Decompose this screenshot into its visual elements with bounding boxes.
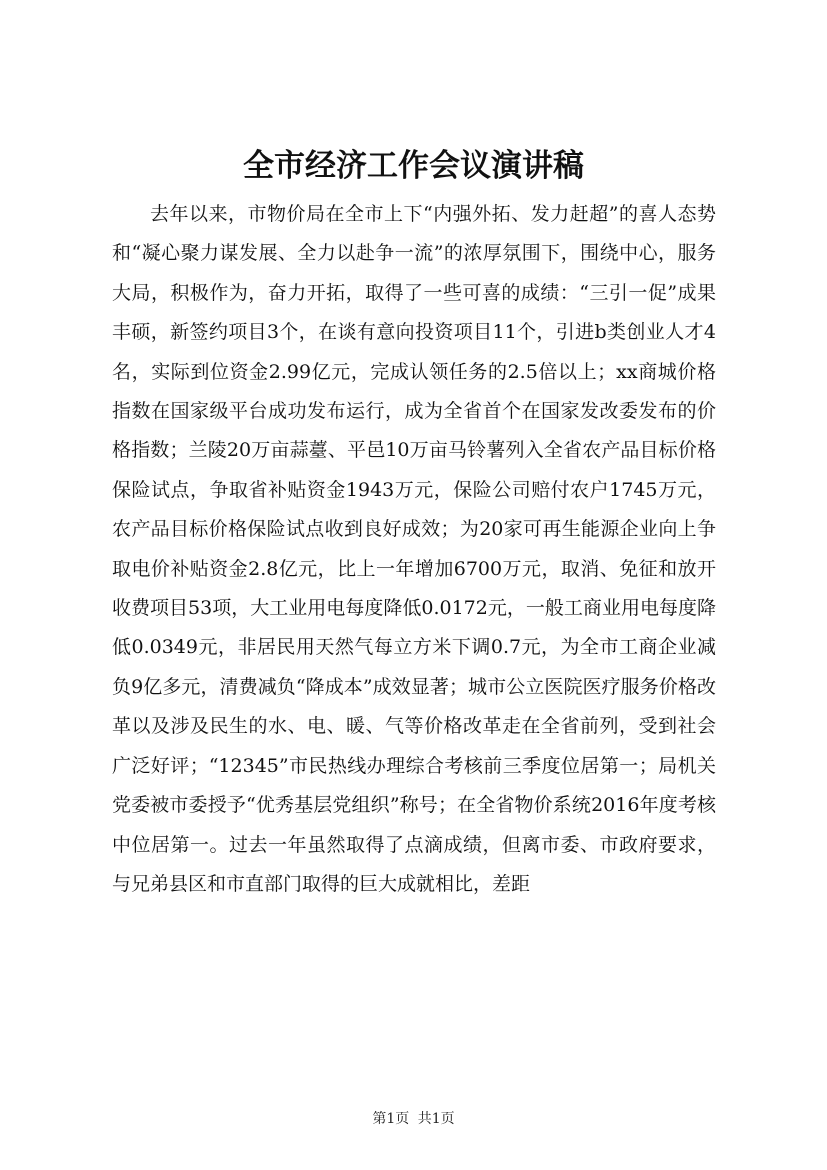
page-number: 第1页 — [372, 1111, 410, 1127]
page-total: 共1页 — [417, 1111, 455, 1127]
page-footer — [0, 1108, 827, 1128]
document-title: 全市经济工作会议演讲稿 — [243, 148, 584, 184]
body-paragraph: 去年以来，市物价局在全市上下“内强外拓、发力赶超”的喜人态势和“凝心聚力谋发展、全力以赴争一流”的浓厚氛围下，围绕中心，服务大局，积极作为，奋力开拓，取得了一些可喜的成绩：“三引一促”成果丰硕，新签约项目3个，在谈有意向投资项目11个，引进b类创业人才4名，实际到位资金2.99亿元，完成认领任务的2.5倍以上；xx商城价格指数在国家级平台成功发布运行，成为全省首个在国家发改委发布的价格指数；兰陵20万亩蒜薹、平邑10万亩马铃薯列入全省农产品目标价格保险试点，争取省补贴资金1943万元，保险公司赔付农户1745万元，农产品目标价格保险试点收到良好成效；为20家可再生能源企业向上争取电价补贴资金2.8亿元，比上一年增加6700万元，取消、免征和放开收费项目53项，大工业用电每度降低0.0172元，一般工商业用电每度降低0.0349元，非居民用天然气每立方米下调0.7元，为全市工商企业减负9亿多元，清费减负“降成本”成效显著；城市公立医院医疗服务价格改革以及涉及民生的水、电、暖、气等价格改革走在全省前列，受到社会广泛好评；“12345”市民热线办理综合考核前三季度位居第一；局机关党委被市委授予“优秀基层党组织”称号；在全省物价系统2016年度考核中位居第一。过去一年虽然取得了点滴成绩，但离市委、市政府要求，与兄弟县区和市直部门取得的巨大成就相比，差距 — [112, 203, 716, 895]
